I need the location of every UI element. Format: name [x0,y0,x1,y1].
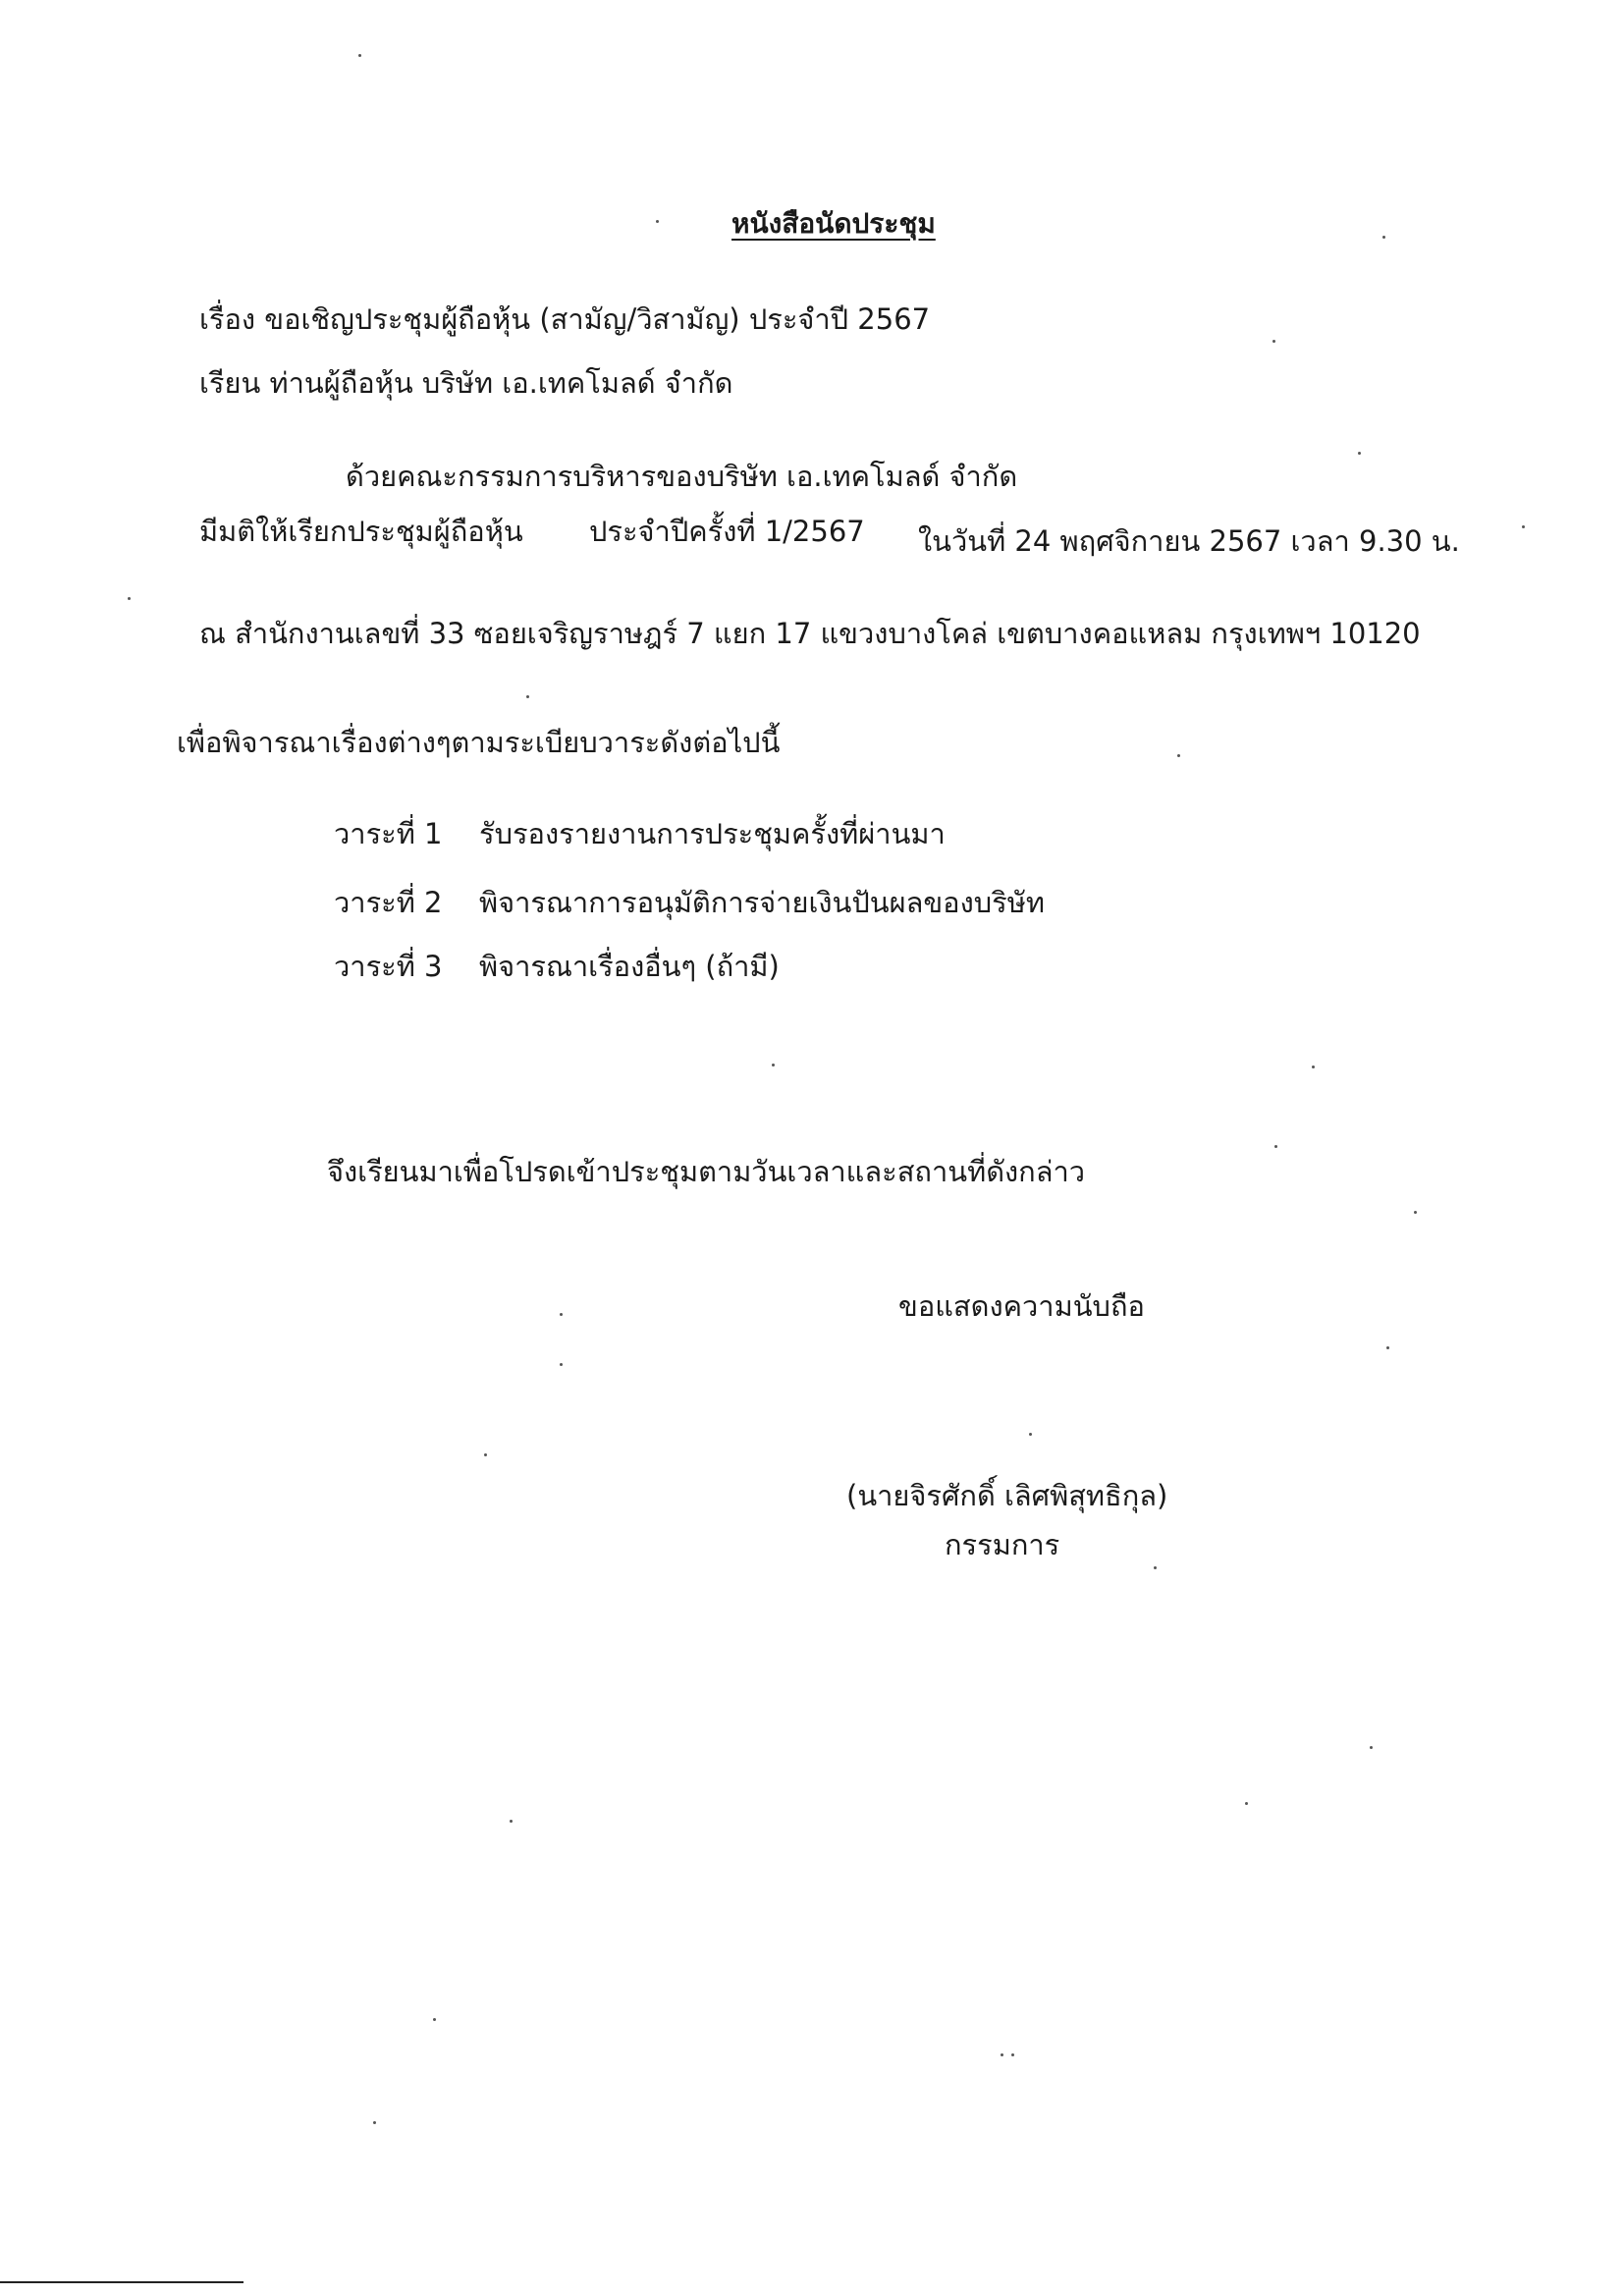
scan-speck [358,54,361,57]
scan-speck [1029,1433,1032,1436]
agenda-text: พิจารณาเรื่องอื่นๆ (ถ้ามี) [479,950,780,983]
footer-rule [0,2281,244,2283]
scan-speck [560,1363,563,1366]
scan-speck [772,1064,775,1066]
scan-speck [1386,1346,1389,1349]
scan-speck [1312,1066,1315,1068]
scan-speck [1154,1566,1157,1569]
scan-speck [1272,340,1275,343]
scan-speck [1274,1145,1277,1148]
agenda-text: รับรองรายงานการประชุมครั้งที่ผ่านมา [479,817,946,850]
body-paragraph-1: ด้วยคณะกรรมการบริหารของบริษัท เอ.เทคโมลด์ จำกัด [346,460,1018,493]
signer-position: กรรมการ [945,1528,1060,1561]
scan-speck [1370,1746,1373,1749]
scan-speck [1358,452,1361,455]
scan-speck [1245,1802,1248,1805]
agenda-text: พิจารณาการอนุมัติการจ่ายเงินปันผลของบริษัท [479,886,1045,919]
scan-speck [526,695,529,698]
scan-speck [1001,2053,1003,2056]
scan-speck [1382,236,1385,239]
agenda-label: วาระที่ 3 [334,950,443,983]
closing-line: จึงเรียนมาเพื่อโปรดเข้าประชุมตามวันเวลาและสถานที่ดังกล่าว [327,1155,1086,1188]
body-paragraph-3: ณ สำนักงานเลขที่ 33 ซอยเจริญราษฎร์ 7 แยก 17 แขวงบางโคล่ เขตบางคอแหลม กรุงเทพฯ 10120 [199,617,1421,650]
scan-speck [373,2121,376,2124]
agenda-label: วาระที่ 1 [334,817,443,850]
agenda-intro: เพื่อพิจารณาเรื่องต่างๆตามระเบียบวาระดังต่อไปนี้ [177,726,781,759]
body-paragraph-2-part-1: มีมติให้เรียกประชุมผู้ถือหุ้น [199,515,523,548]
scan-speck [128,597,131,600]
scan-speck [656,220,659,223]
recipient-line: เรียน ท่านผู้ถือหุ้น บริษัท เอ.เทคโมลด์ จำกัด [199,366,733,400]
scan-speck [1414,1211,1417,1214]
signer-name: (นายจิรศักดิ์ เลิศพิสุทธิกุล) [846,1479,1168,1512]
body-paragraph-2-part-2: ประจำปีครั้งที่ 1/2567 [589,515,865,548]
scan-speck [560,1313,563,1316]
regards-line: ขอแสดงความนับถือ [898,1289,1145,1323]
scan-speck [1177,754,1180,757]
scan-speck [510,1820,513,1823]
scan-speck [1522,525,1525,528]
agenda-label: วาระที่ 2 [334,886,443,919]
scan-speck [484,1453,487,1456]
document-title: หนังสือนัดประชุม [731,207,936,240]
subject-line: เรื่อง ขอเชิญประชุมผู้ถือหุ้น (สามัญ/วิสามัญ) ประจำปี 2567 [199,302,931,336]
scan-speck [433,2018,436,2021]
body-paragraph-2-part-3: ในวันที่ 24 พฤศจิกายน 2567 เวลา 9.30 น. [918,524,1460,558]
scan-speck [1011,2053,1014,2056]
